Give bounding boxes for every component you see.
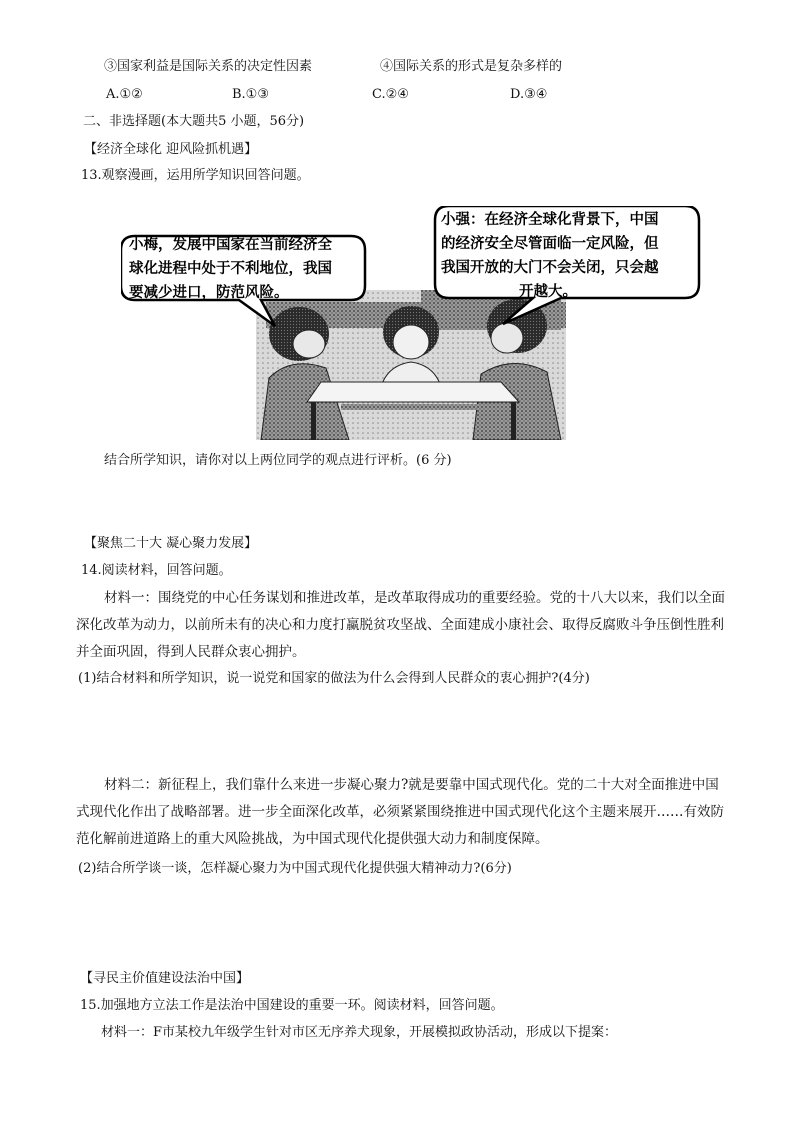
q13-stem: 13.观察漫画，运用所学知识回答问题。 xyxy=(81,168,310,183)
bubble-left-line: 球化进程中处于不利地位，我国 xyxy=(129,261,332,277)
q14-stem: 14.阅读材料，回答问题。 xyxy=(81,563,232,578)
theme-heading-2: 【聚焦二十大 凝心聚力发展】 xyxy=(84,536,258,551)
theme-heading-1: 【经济全球化 迎风险抓机遇】 xyxy=(84,142,258,157)
bubble-right-line: 小强：在经济全球化背景下，中国 xyxy=(441,212,659,228)
q15-material-1: 材料一：F市某校九年级学生针对市区无序养犬现象，开展模拟政协活动，形成以下提案： xyxy=(101,1025,618,1040)
comic-illustration xyxy=(121,206,703,440)
q14-material-2: 材料二：新征程上，我们靠什么来进一步凝心聚力?就是要靠中国式现代化。党的二十大对全面推进中国式现代化作出了战略部署。进一步全面深化改革，必须紧紧围绕推进中国式现代化这个主题来展开……有效防范化解前进道路上的重大风险挑战，为中国式现代化提供强大动力和制度保障。 xyxy=(76,777,724,847)
bubble-right xyxy=(441,208,659,304)
section-title: 二、非选择题(本大题共5 小题，56分) xyxy=(83,114,305,129)
option-c: C.②④ xyxy=(372,87,409,102)
option-a: A.①② xyxy=(106,87,143,102)
bubble-right-line: 我国开放的大门不会关闭，只会越 xyxy=(441,260,659,276)
statement-4: ④国际关系的形式是复杂多样的 xyxy=(380,59,563,74)
statement-3: ③国家利益是国际关系的决定性因素 xyxy=(104,59,313,74)
bubble-left xyxy=(129,233,332,305)
bubble-left-line: 小梅，发展中国家在当前经济全 xyxy=(129,237,332,253)
q13-question: 结合所学知识，请你对以上两位同学的观点进行评析。(6 分) xyxy=(104,453,452,468)
q14-sub-question-1: (1)结合材料和所学知识，说一说党和国家的做法为什么会得到人民群众的衷心拥护?(4分) xyxy=(78,671,590,686)
option-d: D.③④ xyxy=(510,87,548,102)
bubble-left-line: 要减少进口，防范风险。 xyxy=(129,285,289,301)
q14-sub-question-2: (2)结合所学谈一谈，怎样凝心聚力为中国式现代化提供强大精神动力?(6分) xyxy=(78,861,512,876)
bubble-right-line: 开越大。 xyxy=(519,284,577,300)
q14-material-1: 材料一：围绕党的中心任务谋划和推进改革，是改革取得成功的重要经验。党的十八大以来，我们以全面深化改革为动力，以前所未有的决心和力度打赢脱贫攻坚战、全面建成小康社会、取得反腐败斗争压倒性胜利并全面巩固，得到人民群众衷心拥护。 xyxy=(76,590,725,660)
q15-stem: 15.加强地方立法工作是法治中国建设的重要一环。阅读材料，回答问题。 xyxy=(80,998,504,1013)
option-b: B.①③ xyxy=(232,87,269,102)
bubble-right-line: 的经济安全尽管面临一定风险，但 xyxy=(441,236,659,252)
theme-heading-3: 【寻民主价值建设法治中国】 xyxy=(80,971,250,986)
